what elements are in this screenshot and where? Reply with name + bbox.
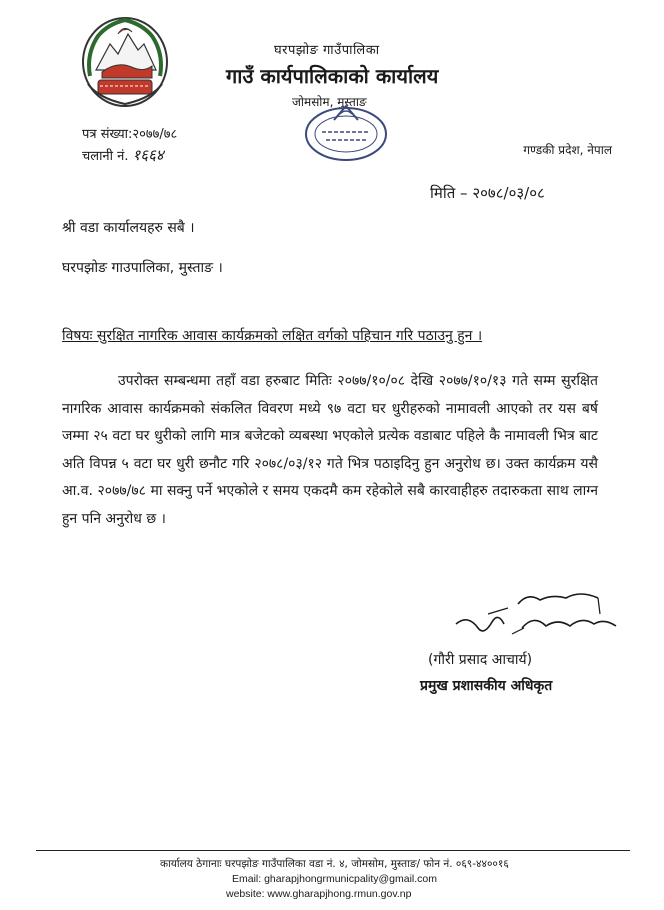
province: गण्डकी प्रदेश, नेपाल bbox=[523, 143, 612, 157]
recipient-line: घरपझोङ गाउपालिका, मुस्ताङ । bbox=[62, 260, 223, 276]
office-address: जोमसोम, मुस्ताङ bbox=[292, 95, 367, 109]
signatory-title: प्रमुख प्रशासकीय अधिकृत bbox=[420, 678, 553, 694]
signatory-name: (गौरी प्रसाद आचार्य) bbox=[428, 652, 533, 668]
dispatch-number bbox=[82, 145, 164, 165]
footer-website: website: www.gharapjhong.rmun.gov.np bbox=[226, 888, 412, 900]
office-name: घरपझोङ गाउँपालिका bbox=[274, 43, 380, 58]
letter-date: मिति – २०७८/०३/०८ bbox=[430, 184, 545, 202]
nepal-emblem-icon bbox=[78, 14, 172, 114]
letter-body: उपरोक्त सम्बन्धमा तहाँ वडा हरुबाट मितिः २०७७/१०/०८ देखि २०७७/१०/१३ गते सम्म सुरक्षित नागरिक आवास कार्यक्रमको संकलित विवरण मध्ये ९७ वटा घर धुरीहरुको नामावली आएको तर यस बर्ष जम्मा २५ वटा घर धुरीको लागि मात्र बजेटको व्यबस्था भएकोले प्रत्येक वडाबाट पहिले कै नामावली भित्र बाट अति विपन्न ५ वटा घर धुरी छनौट गरि २०७८/०३/१२ गते भित्र पठाइदिनु हुन अनुरोध छ। उक्त कार्यक्रम यसै आ.व. २०७७/७८ मा सक्नु पर्ने भएकोले र समय एकदमै कम रहेकोले सबै कारवाहीहरु तदारुकता साथ लाग्न हुन पनि अनुरोध छ । bbox=[62, 373, 598, 527]
footer-email: Email: gharapjhongrmunicpality@gmail.com bbox=[232, 873, 437, 885]
dispatch-value: १६६४ bbox=[132, 146, 164, 164]
letter-subject: विषयः सुरक्षित नागरिक आवास कार्यक्रमको लक्षित वर्गको पहिचान गरि पठाउनु हुन । bbox=[62, 328, 483, 344]
footer-address: कार्यालय ठेगानाः घरपझोङ गाउँपालिका वडा नं. ४, जोमसोम, मुस्ताङ/ फोन नं. ०६९-४४००१६ bbox=[160, 858, 509, 870]
footer-divider bbox=[36, 850, 630, 851]
dispatch-label: चलानी नं. bbox=[82, 149, 129, 164]
office-title: गाउँ कार्यपालिकाको कार्यालय bbox=[226, 64, 439, 88]
letter-number: पत्र संख्या:२०७७/७८ bbox=[82, 127, 178, 142]
signature-icon bbox=[448, 584, 624, 646]
recipient-line: श्री वडा कार्यालयहरु सबै । bbox=[62, 220, 195, 236]
office-stamp-icon bbox=[300, 100, 392, 164]
